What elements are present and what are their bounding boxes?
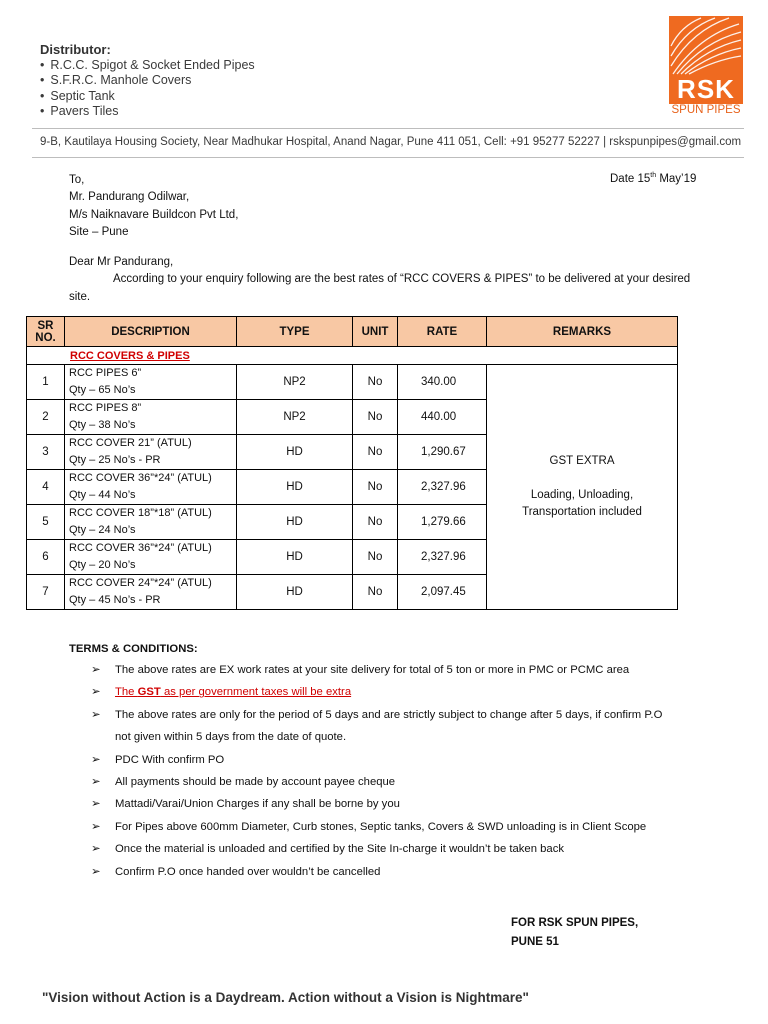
cell-rate: 2,327.96 (398, 540, 487, 575)
signature-city: PUNE 51 (511, 936, 559, 948)
cell-unit: No (353, 575, 398, 610)
term-item (69, 838, 662, 860)
cell-sr: 1 (27, 365, 65, 400)
letter-date (610, 172, 696, 185)
arrow-bullet-icon: ➢ (91, 798, 101, 811)
item-qty: Qty – 44 No’s (69, 489, 136, 501)
term-item (69, 704, 662, 726)
cell-type: HD (237, 575, 353, 610)
company-logo (669, 16, 743, 124)
arrow-bullet-icon: ➢ (91, 686, 101, 699)
rates-table (26, 316, 678, 610)
term-item (69, 749, 662, 771)
cell-unit: No (353, 365, 398, 400)
term-item (69, 771, 662, 793)
logo-box (669, 16, 743, 116)
term-item (69, 861, 662, 883)
item-qty: Qty – 25 No’s - PR (69, 454, 161, 466)
item-qty: Qty – 38 No’s (69, 419, 136, 431)
term-item (69, 816, 662, 838)
cell-rate: 2,097.45 (398, 575, 487, 610)
term-text: PDC With confirm PO (115, 753, 225, 766)
term-text: Confirm P.O once handed over wouldn’t be cancelled (115, 865, 381, 878)
distributor-item: • S.F.R.C. Manhole Covers (40, 73, 255, 89)
item-qty: Qty – 45 No’s - PR (69, 594, 161, 606)
item-name: RCC PIPES 6” (69, 367, 142, 379)
recipient-block (69, 172, 238, 241)
cell-sr: 6 (27, 540, 65, 575)
signature-company: FOR RSK SPUN PIPES, (511, 917, 639, 929)
header-rate: RATE (398, 317, 487, 347)
item-name: RCC COVER 36”*24” (ATUL) (69, 542, 212, 554)
cell-type: HD (237, 470, 353, 505)
cell-description (65, 575, 237, 610)
recipient-site: Site – Pune (69, 225, 129, 238)
distributor-item: • R.C.C. Spigot & Socket Ended Pipes (40, 58, 255, 74)
cell-unit: No (353, 470, 398, 505)
terms-section (69, 643, 662, 883)
cell-description (65, 435, 237, 470)
terms-list (69, 659, 662, 883)
address-line: 9-B, Kautilaya Housing Society, Near Madhukar Hospital, Anand Nagar, Pune 411 051, Cell: +91 95277 52227 | rskspunpipes@gmail.com (40, 136, 742, 148)
distributor-title: Distributor: (40, 42, 111, 57)
section-row (27, 347, 678, 365)
term-text-part: as per government taxes will be extra (160, 686, 352, 699)
cell-description (65, 540, 237, 575)
cell-unit: No (353, 540, 398, 575)
date-day: Date 15 (610, 172, 651, 185)
cell-description (65, 505, 237, 540)
distributor-item: • Pavers Tiles (40, 104, 255, 120)
header-type: TYPE (237, 317, 353, 347)
cell-rate: 340.00 (398, 365, 487, 400)
remarks-loading: Loading, Unloading, (530, 489, 634, 501)
term-text: The above rates are EX work rates at your site delivery for total of 5 ton or more in PMC or PCMC area (115, 664, 630, 676)
cell-type: NP2 (237, 365, 353, 400)
term-text: The above rates are only for the period of 5 days and are strictly subject to change after 5 days, if confirm P.O (115, 708, 663, 721)
header-sr: SR NO. (27, 317, 65, 347)
arrow-bullet-icon: ➢ (91, 664, 101, 676)
header-divider (32, 128, 744, 129)
date-month-year: May’19 (656, 172, 697, 185)
body-line: According to your enquiry following are the best rates of “RCC COVERS & PIPES” to be delivered at your desired (113, 273, 691, 286)
logo-subtitle: SPUN PIPES (669, 104, 743, 116)
cell-sr: 2 (27, 400, 65, 435)
section-title: RCC COVERS & PIPES (27, 347, 678, 365)
cell-remarks (487, 365, 678, 610)
cell-sr: 5 (27, 505, 65, 540)
header-divider (32, 157, 744, 158)
arrow-bullet-icon: ➢ (91, 865, 101, 878)
cell-rate: 440.00 (398, 400, 487, 435)
letter-body (69, 254, 709, 306)
distributor-item: • Septic Tank (40, 89, 255, 105)
cell-description (65, 470, 237, 505)
gst-highlight: GST (137, 686, 161, 699)
cell-type: NP2 (237, 400, 353, 435)
term-item (69, 793, 662, 815)
item-name: RCC COVER 24”*24” (ATUL) (69, 577, 212, 589)
term-item (69, 659, 662, 681)
cell-description (65, 400, 237, 435)
item-name: RCC COVER 18”*18” (ATUL) (69, 507, 212, 519)
recipient-company: M/s Naiknavare Buildcon Pvt Ltd, (69, 208, 239, 221)
recipient-name: Mr. Pandurang Odilwar, (69, 191, 190, 204)
term-item (69, 681, 662, 703)
remarks-gst: GST EXTRA (549, 455, 615, 467)
arrow-bullet-icon: ➢ (91, 776, 101, 789)
cell-rate: 2,327.96 (398, 470, 487, 505)
term-text: not given within 5 days from the date of quote. (115, 731, 347, 744)
item-qty: Qty – 24 No’s (69, 524, 136, 536)
arrow-bullet-icon: ➢ (91, 820, 101, 833)
logo-text: RSK (677, 74, 735, 104)
cell-unit: No (353, 400, 398, 435)
cell-sr: 3 (27, 435, 65, 470)
sun-rays-icon (669, 16, 743, 76)
cell-rate: 1,290.67 (398, 435, 487, 470)
item-name: RCC PIPES 8” (69, 402, 142, 414)
table-row (27, 365, 678, 400)
item-qty: Qty – 20 No’s (69, 559, 136, 571)
term-text (115, 686, 351, 698)
remarks-transport: Transportation included (522, 506, 642, 518)
cell-rate: 1,279.66 (398, 505, 487, 540)
header-remarks: REMARKS (487, 317, 678, 347)
arrow-bullet-icon: ➢ (91, 708, 101, 721)
term-continuation (69, 726, 662, 748)
cell-unit: No (353, 505, 398, 540)
cell-sr: 4 (27, 470, 65, 505)
terms-title: TERMS & CONDITIONS: (69, 643, 198, 655)
item-qty: Qty – 65 No’s (69, 384, 136, 396)
cell-description (65, 365, 237, 400)
arrow-bullet-icon: ➢ (91, 753, 101, 766)
to-line: To, (69, 174, 85, 186)
cell-type: HD (237, 505, 353, 540)
term-text: Mattadi/Varai/Union Charges if any shall be borne by you (115, 798, 400, 811)
body-line: site. (69, 290, 91, 303)
cell-unit: No (353, 435, 398, 470)
cell-sr: 7 (27, 575, 65, 610)
item-name: RCC COVER 36”*24” (ATUL) (69, 472, 212, 484)
footer-quote: "Vision without Action is a Daydream. Action without a Vision is Nightmare" (42, 990, 529, 1005)
cell-type: HD (237, 540, 353, 575)
table-header-row (27, 317, 678, 347)
distributor-block (40, 42, 255, 120)
header-description: DESCRIPTION (65, 317, 237, 347)
term-text-part: The (115, 686, 138, 699)
term-text: All payments should be made by account payee cheque (115, 776, 396, 789)
signature-block (511, 914, 638, 952)
arrow-bullet-icon: ➢ (91, 843, 101, 856)
salutation: Dear Mr Pandurang, (69, 256, 174, 268)
date-ordinal: th (650, 172, 657, 179)
cell-type: HD (237, 435, 353, 470)
item-name: RCC COVER 21” (ATUL) (69, 437, 192, 449)
term-text: For Pipes above 600mm Diameter, Curb stones, Septic tanks, Covers & SWD unloading is in Client Scope (115, 820, 647, 833)
term-text: Once the material is unloaded and certified by the Site In-charge it wouldn’t be taken back (115, 843, 565, 856)
header-unit: UNIT (353, 317, 398, 347)
